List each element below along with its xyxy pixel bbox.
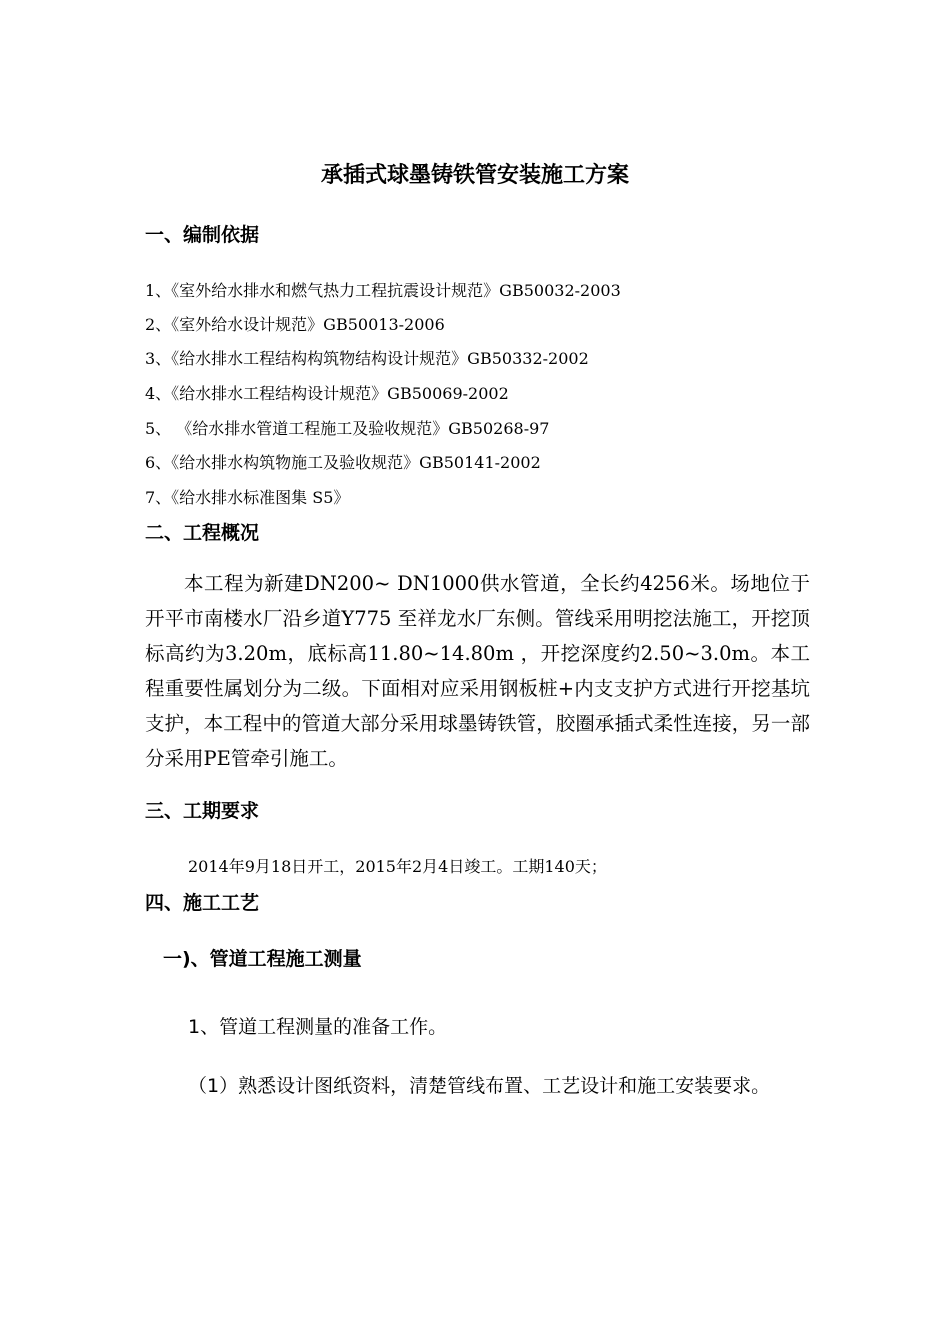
section-heading-process: 四、施工工艺: [145, 892, 260, 914]
reference-item: 5、 《给水排水管道工程施工及验收规范》GB50268-97: [145, 419, 550, 438]
subsection-heading-survey: 一)、管道工程施工测量: [163, 948, 362, 970]
schedule-text: 2014年9月18日开工，2015年2月4日竣工。工期140天；: [188, 857, 607, 876]
document-title: 承插式球墨铸铁管安装施工方案: [320, 163, 629, 188]
section-heading-overview: 二、工程概况: [145, 522, 260, 544]
overview-paragraph: 本工程为新建DN200~ DN1000供水管道，全长约4256米。场地位于开平市南楼水厂沿乡道Y775 至祥龙水厂东侧。管线采用明挖法施工，开挖顶标高约为3.20m，底标高11.80~14.80m ，开挖深度约2.50~3.0m。本工程重要性属划分为二级。下面相对应采用钢板桩+内支支护方式进行开挖基坑支护，本工程中的管道大部分采用球墨铸铁管，胶圈承插式柔性连接，另一部分采用PE管牵引施工。: [145, 572, 810, 770]
reference-item: 3、《给水排水工程结构构筑物结构设计规范》GB50332-2002: [145, 349, 589, 368]
reference-item: 7、《给水排水标准图集 S5》: [145, 488, 350, 507]
reference-item: 4、《给水排水工程结构设计规范》GB50069-2002: [145, 384, 509, 403]
step-item: 1、管道工程测量的准备工作。: [188, 1016, 448, 1038]
process-item-paragraph: （1）熟悉设计图纸资料，清楚管线布置、工艺设计和施工安装要求。: [188, 1075, 771, 1097]
reference-item: 6、《给水排水构筑物施工及验收规范》GB50141-2002: [145, 453, 541, 472]
reference-item: 2、《室外给水设计规范》GB50013-2006: [145, 315, 445, 334]
section-heading-schedule: 三、工期要求: [145, 800, 260, 822]
reference-item: 1、《室外给水排水和燃气热力工程抗震设计规范》GB50032-2003: [145, 281, 621, 300]
section-heading-basis: 一、编制依据: [145, 224, 260, 246]
